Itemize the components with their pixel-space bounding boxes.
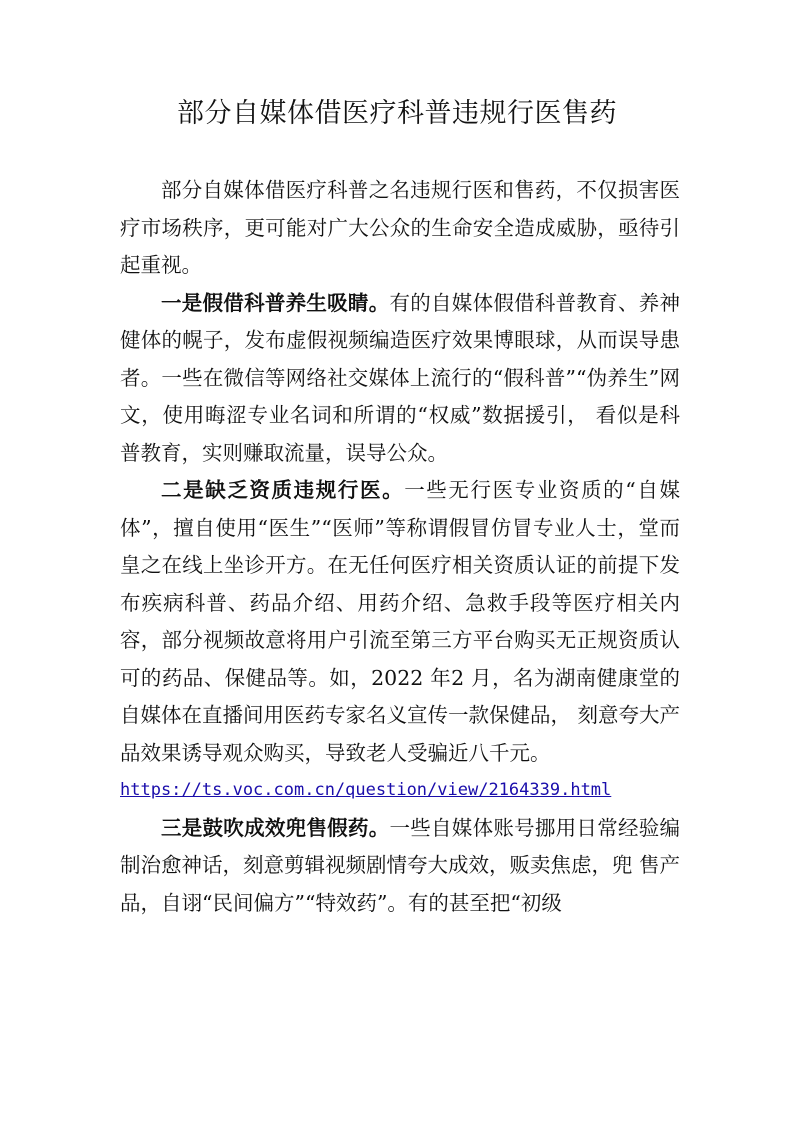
section-heading-2: 二是缺乏资质违规行医。 xyxy=(161,478,405,502)
section-heading-3: 三是鼓吹成效兜售假药。 xyxy=(161,815,390,840)
section-paragraph-2 xyxy=(120,472,680,772)
page-title: 部分自媒体借医疗科普违规行医售药 xyxy=(177,98,617,129)
section-paragraph-1 xyxy=(120,285,680,473)
section-text-3: 一些自媒体账号挪用日常经验编制治愈神话，刻意剪辑视频剧情夸大成效，贩卖焦虑，兜 售产品，自诩“民间偏方”“特效药”。有的甚至把“初级 xyxy=(120,815,681,915)
section-text-2: 一些无行医专业资质的“自媒体”，擅自使用“医生”“医师”等称谓假冒仿冒专业人士，堂而皇之在线上坐诊开方。在无任何医疗相关资质认证的前提下发布疾病科普、药品介绍、用药介绍、急救手段等医疗相关内容，部分视频故意将用户引流至第三方平台购买无正规资质认可的药品、保健品等。如，2022 年2 月，名为湖南健康堂的自媒体在直播间用医药专家名义宣传一款保健品， 刻意夸大产品效果诱导观众购买，导致老人受骗近八千元。 xyxy=(120,478,681,765)
section-heading-1: 一是假借科普养生吸睛。 xyxy=(161,290,390,315)
section-text-1: 有的自媒体假借科普教育、养神健体的幌子，发布虚假视频编造医疗效果博眼球，从而误导患者。一些在微信等网络社交媒体上流行的“假科普”“伪养生”网文，使用晦涩专业名词和所谓的“权威”数据援引， 看似是科普教育，实则赚取流量，误导公众。 xyxy=(120,290,681,465)
intro-paragraph: 部分自媒体借医疗科普之名违规行医和售药，不仅损害医疗市场秩序，更可能对广大公众的生命安全造成威胁，亟待引起重视。 xyxy=(120,178,680,277)
reference-link[interactable]: https://ts.voc.com.cn/question/view/2164339.html xyxy=(120,780,612,800)
article-body xyxy=(120,172,680,922)
section-paragraph-3 xyxy=(120,810,680,923)
